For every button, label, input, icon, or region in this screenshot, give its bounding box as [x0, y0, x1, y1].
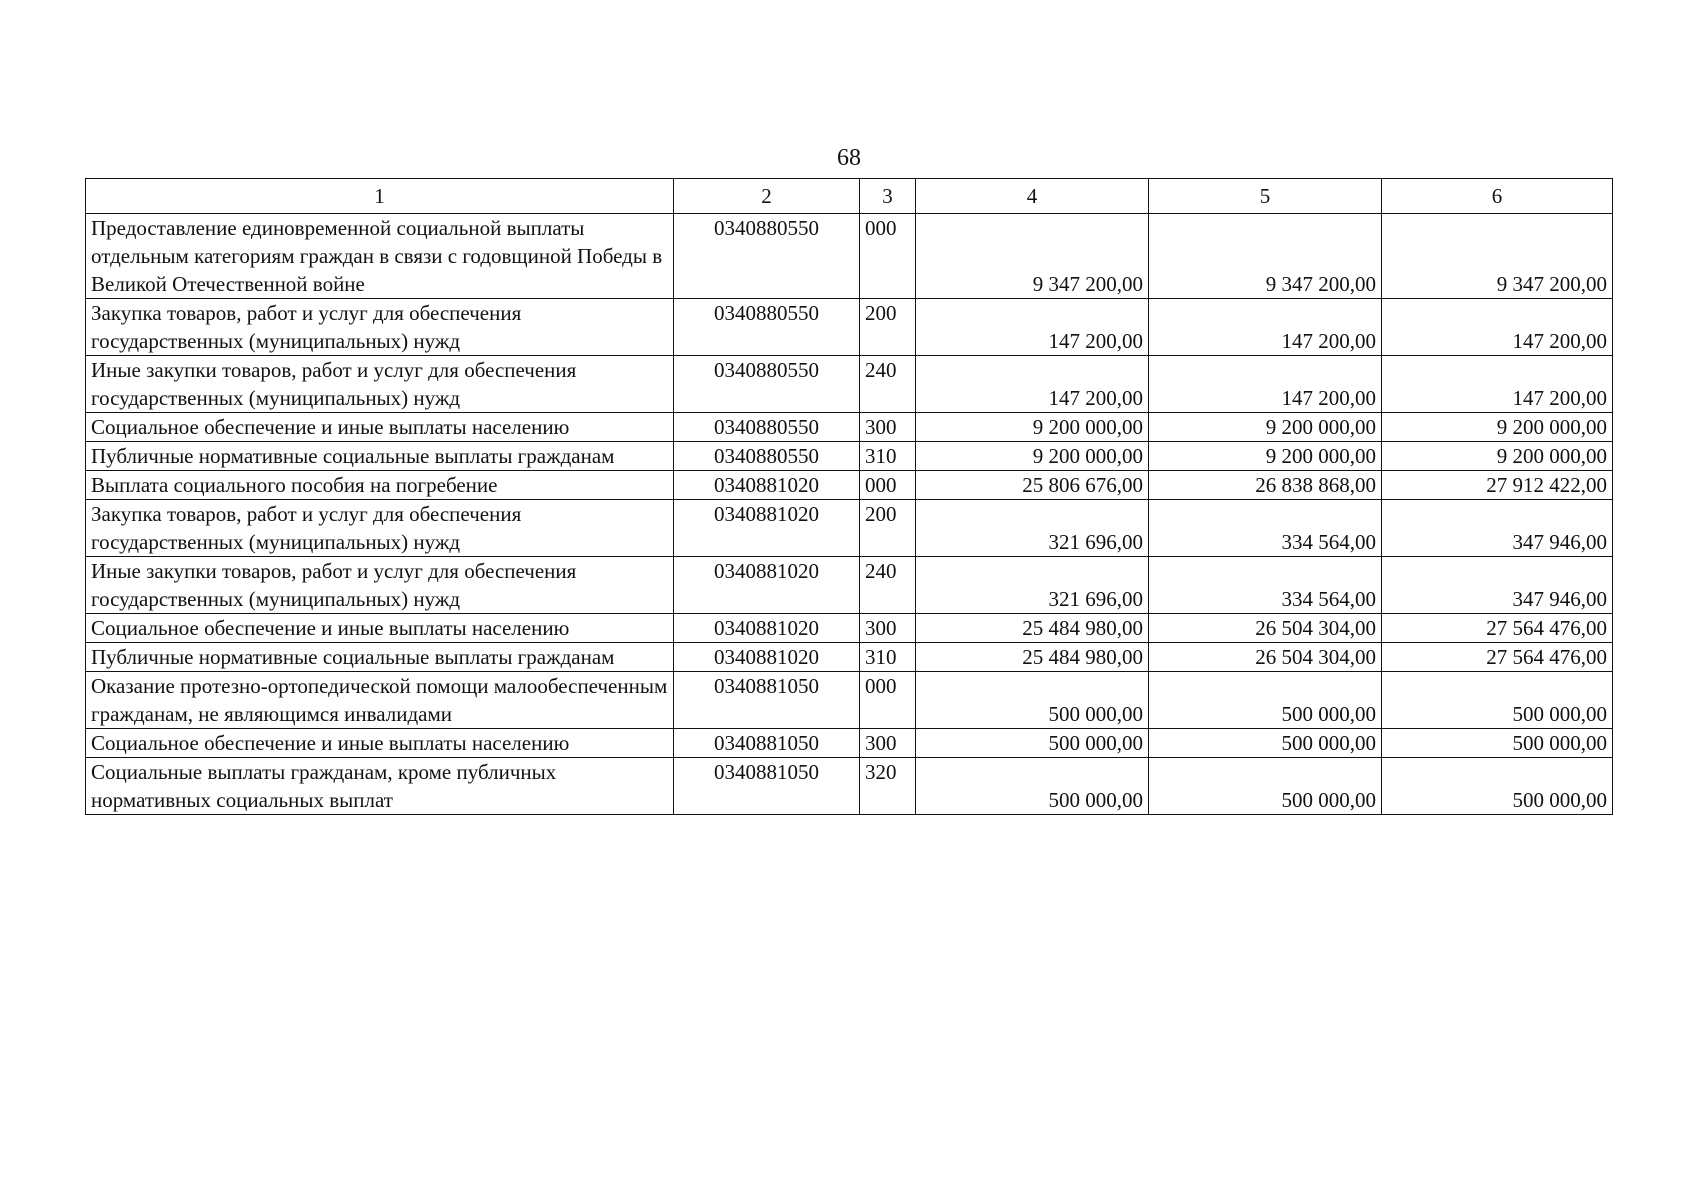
- row-value-col6: 347 946,00: [1382, 500, 1613, 557]
- table-row: [86, 643, 1613, 672]
- column-header-3: 3: [860, 179, 916, 214]
- table-row: [86, 614, 1613, 643]
- table-body: [86, 214, 1613, 815]
- row-value-col4: 147 200,00: [916, 356, 1149, 413]
- table-row: [86, 471, 1613, 500]
- row-value-col4: 9 200 000,00: [916, 413, 1149, 442]
- row-name: Закупка товаров, работ и услуг для обеспечения государственных (муниципальных) нужд: [86, 500, 674, 557]
- row-code: 0340880550: [674, 442, 860, 471]
- row-code: 0340881050: [674, 758, 860, 815]
- row-value-col6: 147 200,00: [1382, 356, 1613, 413]
- row-code: 0340881050: [674, 672, 860, 729]
- row-expense-type: 200: [860, 299, 916, 356]
- row-expense-type: 310: [860, 442, 916, 471]
- row-code: 0340881020: [674, 471, 860, 500]
- row-name: Закупка товаров, работ и услуг для обеспечения государственных (муниципальных) нужд: [86, 299, 674, 356]
- row-value-col6: 27 564 476,00: [1382, 643, 1613, 672]
- row-value-col5: 9 200 000,00: [1149, 442, 1382, 471]
- row-value-col4: 9 347 200,00: [916, 214, 1149, 299]
- row-code: 0340881020: [674, 614, 860, 643]
- row-value-col5: 334 564,00: [1149, 557, 1382, 614]
- row-code: 0340881050: [674, 729, 860, 758]
- row-name: Предоставление единовременной социальной выплаты отдельным категориям граждан в связи с годовщиной Победы в Великой Отечественной войне: [86, 214, 674, 299]
- row-value-col4: 9 200 000,00: [916, 442, 1149, 471]
- row-value-col6: 500 000,00: [1382, 729, 1613, 758]
- column-header-5: 5: [1149, 179, 1382, 214]
- row-value-col4: 321 696,00: [916, 500, 1149, 557]
- row-code: 0340881020: [674, 643, 860, 672]
- row-value-col4: 25 484 980,00: [916, 643, 1149, 672]
- table-row: [86, 672, 1613, 729]
- row-code: 0340880550: [674, 214, 860, 299]
- row-value-col5: 9 200 000,00: [1149, 413, 1382, 442]
- header-row: [86, 179, 1613, 214]
- table-row: [86, 500, 1613, 557]
- table-row: [86, 729, 1613, 758]
- row-value-col4: 25 806 676,00: [916, 471, 1149, 500]
- column-header-2: 2: [674, 179, 860, 214]
- row-expense-type: 000: [860, 471, 916, 500]
- row-value-col5: 147 200,00: [1149, 356, 1382, 413]
- row-value-col6: 27 564 476,00: [1382, 614, 1613, 643]
- table-row: [86, 758, 1613, 815]
- budget-table: [85, 178, 1613, 815]
- table-row: [86, 413, 1613, 442]
- row-value-col5: 26 504 304,00: [1149, 614, 1382, 643]
- row-expense-type: 240: [860, 356, 916, 413]
- row-value-col6: 9 200 000,00: [1382, 442, 1613, 471]
- row-name: Социальное обеспечение и иные выплаты населению: [86, 614, 674, 643]
- row-value-col5: 500 000,00: [1149, 672, 1382, 729]
- table-header: [86, 179, 1613, 214]
- column-header-4: 4: [916, 179, 1149, 214]
- row-value-col6: 9 347 200,00: [1382, 214, 1613, 299]
- row-value-col4: 500 000,00: [916, 729, 1149, 758]
- row-expense-type: 300: [860, 413, 916, 442]
- row-value-col6: 27 912 422,00: [1382, 471, 1613, 500]
- row-expense-type: 320: [860, 758, 916, 815]
- row-name: Социальные выплаты гражданам, кроме публичных нормативных социальных выплат: [86, 758, 674, 815]
- row-expense-type: 300: [860, 614, 916, 643]
- row-code: 0340880550: [674, 299, 860, 356]
- row-expense-type: 310: [860, 643, 916, 672]
- row-code: 0340880550: [674, 356, 860, 413]
- row-value-col5: 26 838 868,00: [1149, 471, 1382, 500]
- row-value-col6: 347 946,00: [1382, 557, 1613, 614]
- row-expense-type: 300: [860, 729, 916, 758]
- row-value-col5: 500 000,00: [1149, 729, 1382, 758]
- row-code: 0340881020: [674, 557, 860, 614]
- row-value-col5: 500 000,00: [1149, 758, 1382, 815]
- row-value-col4: 321 696,00: [916, 557, 1149, 614]
- row-value-col4: 25 484 980,00: [916, 614, 1149, 643]
- row-expense-type: 240: [860, 557, 916, 614]
- row-name: Социальное обеспечение и иные выплаты населению: [86, 729, 674, 758]
- row-expense-type: 000: [860, 214, 916, 299]
- row-name: Иные закупки товаров, работ и услуг для обеспечения государственных (муниципальных) нужд: [86, 557, 674, 614]
- table-row: [86, 442, 1613, 471]
- row-name: Социальное обеспечение и иные выплаты населению: [86, 413, 674, 442]
- row-expense-type: 200: [860, 500, 916, 557]
- row-name: Публичные нормативные социальные выплаты гражданам: [86, 442, 674, 471]
- row-name: Иные закупки товаров, работ и услуг для обеспечения государственных (муниципальных) нужд: [86, 356, 674, 413]
- table-row: [86, 557, 1613, 614]
- page-number: 68: [837, 145, 861, 171]
- row-value-col6: 147 200,00: [1382, 299, 1613, 356]
- row-name: Оказание протезно-ортопедической помощи малообеспеченным гражданам, не являющимся инвалидами: [86, 672, 674, 729]
- table-row: [86, 356, 1613, 413]
- table-row: [86, 214, 1613, 299]
- row-value-col5: 9 347 200,00: [1149, 214, 1382, 299]
- row-value-col6: 500 000,00: [1382, 672, 1613, 729]
- row-value-col6: 500 000,00: [1382, 758, 1613, 815]
- column-header-1: 1: [86, 179, 674, 214]
- row-value-col5: 334 564,00: [1149, 500, 1382, 557]
- row-value-col4: 147 200,00: [916, 299, 1149, 356]
- row-value-col5: 26 504 304,00: [1149, 643, 1382, 672]
- row-code: 0340880550: [674, 413, 860, 442]
- row-code: 0340881020: [674, 500, 860, 557]
- row-name: Публичные нормативные социальные выплаты гражданам: [86, 643, 674, 672]
- row-name: Выплата социального пособия на погребение: [86, 471, 674, 500]
- row-value-col5: 147 200,00: [1149, 299, 1382, 356]
- row-value-col4: 500 000,00: [916, 758, 1149, 815]
- column-header-6: 6: [1382, 179, 1613, 214]
- row-value-col4: 500 000,00: [916, 672, 1149, 729]
- row-value-col6: 9 200 000,00: [1382, 413, 1613, 442]
- table-row: [86, 299, 1613, 356]
- row-expense-type: 000: [860, 672, 916, 729]
